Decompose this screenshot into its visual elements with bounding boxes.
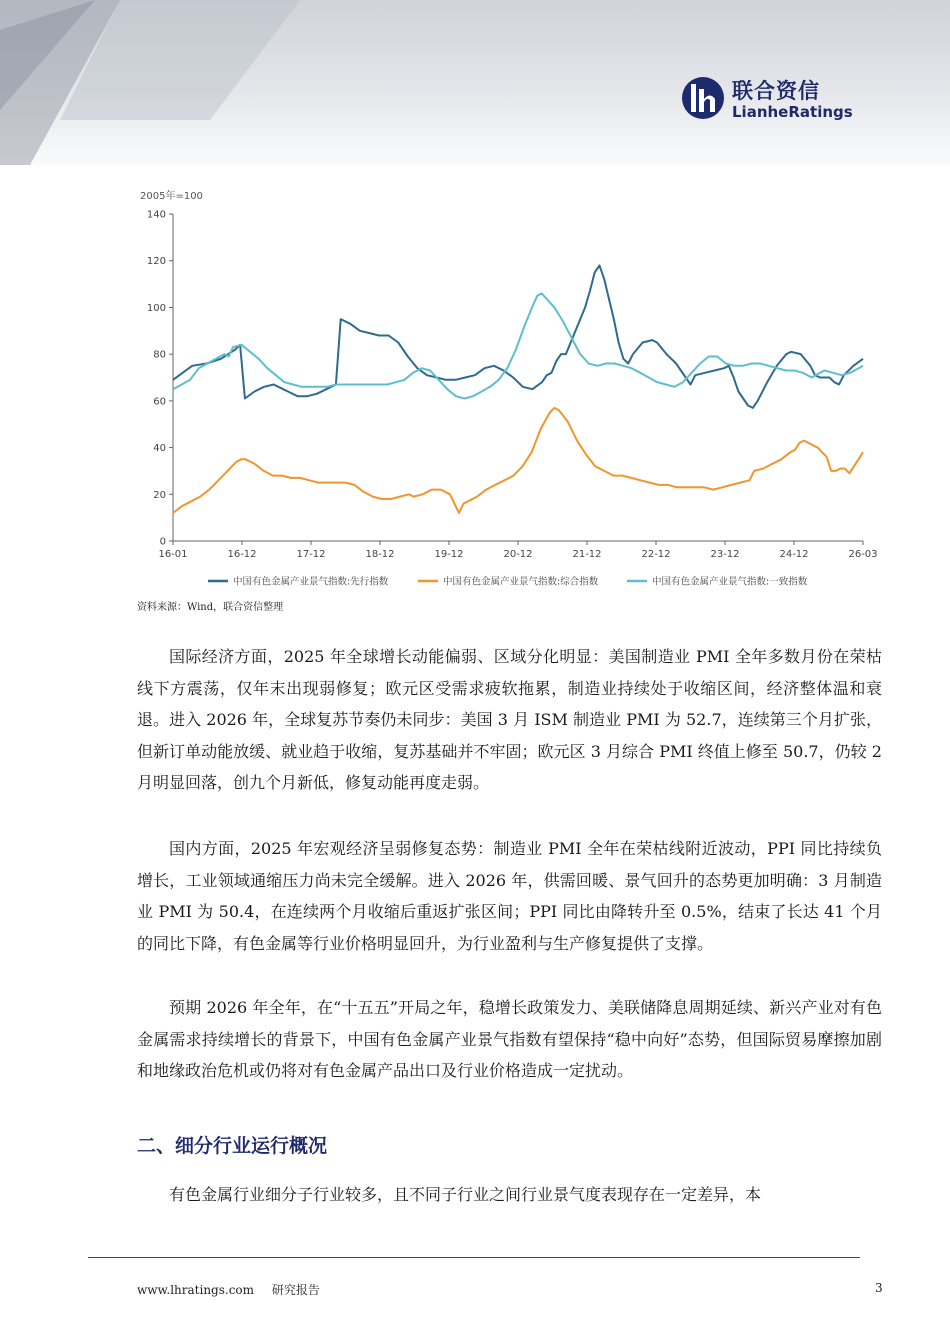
y-tick-label: 40	[153, 443, 166, 455]
paragraph-domestic: 国内方面，2025 年宏观经济呈弱修复态势：制造业 PMI 全年在荣枯线附近波动，PPI 同比持续负增长，工业领域通缩压力尚未完全缓解。进入 2026 年，供需回暖、景气回升的态势更加明确：3 月制造业 PMI 为 50.4，在连续两个月收缩后重返扩张区间；PPI 同比由降转升至 0.5%，结束了长达 41 个月的同比下降，有色金属等行业价格明显回升，为行业盈利与生产修复提供了支撑。	[137, 839, 882, 953]
x-tick-label: 24-12	[779, 549, 809, 560]
x-tick-label: 21-12	[572, 549, 602, 560]
paragraph-outlook: 预期 2026 年全年，在“十五五”开局之年，稳增长政策发力、美联储降息周期延续、新兴产业对有色金属需求持续增长的背景下，中国有色金属产业景气指数有望保持“稳中向好”态势，但国际贸易摩擦加剧和地缘政治危机或仍将对有色金属产品出口及行业价格造成一定扰动。	[137, 998, 882, 1080]
chart-source-note: 资料来源：Wind，联合资信整理	[137, 602, 284, 613]
x-tick-label: 26-03	[848, 549, 878, 560]
chart-legend	[208, 576, 808, 588]
page-number: 3	[875, 1281, 883, 1295]
logo-mark-icon	[680, 75, 726, 121]
x-tick-label: 20-12	[503, 549, 533, 560]
logo-english-text: LianheRatings	[732, 103, 853, 121]
footer-website-link[interactable]: www.lhratings.com	[137, 1283, 255, 1297]
y-tick-label: 100	[146, 302, 166, 314]
footer-doc-type: 研究报告	[271, 1283, 320, 1297]
footer-divider	[88, 1257, 860, 1258]
series-line-1	[173, 408, 863, 513]
line-chart	[130, 185, 880, 600]
chart-svg	[130, 185, 880, 600]
x-tick-label: 23-12	[710, 549, 740, 560]
x-tick-label: 18-12	[365, 549, 395, 560]
chart-unit-label: 2005年=100	[140, 191, 203, 202]
y-tick-label: 120	[146, 256, 166, 268]
legend-label: 中国有色金属产业景气指数:一致指数	[652, 576, 808, 588]
footer-left	[137, 1281, 320, 1298]
y-tick-label: 140	[146, 209, 166, 221]
company-logo	[680, 75, 860, 125]
y-tick-label: 60	[153, 396, 166, 408]
x-tick-label: 16-12	[227, 549, 257, 560]
x-tick-label: 16-01	[158, 549, 188, 560]
chart-series-layer	[173, 265, 863, 513]
x-tick-label: 17-12	[296, 549, 326, 560]
y-tick-label: 80	[153, 349, 166, 361]
x-tick-label: 19-12	[434, 549, 464, 560]
paragraph-international: 国际经济方面，2025 年全球增长动能偏弱、区域分化明显：美国制造业 PMI 全年多数月份在荣枯线下方震荡，仅年末出现弱修复；欧元区受需求疲软拖累，制造业持续处于收缩区间，经济整体温和衰退。进入 2026 年，全球复苏节奏仍未同步：美国 3 月 ISM 制造业 PMI 为 52.7，连续第三个月扩张，但新订单动能放缓、就业趋于收缩，复苏基础并不牢固；欧元区 3 月综合 PMI 终值上修至 50.7，仍较 2 月明显回落，创九个月新低，修复动能再度走弱。	[137, 647, 882, 792]
section-title: 二、细分行业运行概况	[137, 1135, 328, 1157]
logo-chinese-text: 联合资信	[732, 79, 820, 103]
y-tick-label: 20	[153, 489, 166, 501]
x-tick-label: 22-12	[641, 549, 671, 560]
legend-label: 中国有色金属产业景气指数:先行指数	[233, 576, 389, 588]
chart-axes	[147, 210, 878, 561]
legend-label: 中国有色金属产业景气指数:综合指数	[443, 576, 599, 588]
paragraph-subsectors: 有色金属行业细分子行业较多，且不同子行业之间行业景气度表现存在一定差异，本	[169, 1185, 762, 1204]
series-line-0	[173, 265, 863, 408]
y-tick-label: 0	[159, 536, 166, 548]
